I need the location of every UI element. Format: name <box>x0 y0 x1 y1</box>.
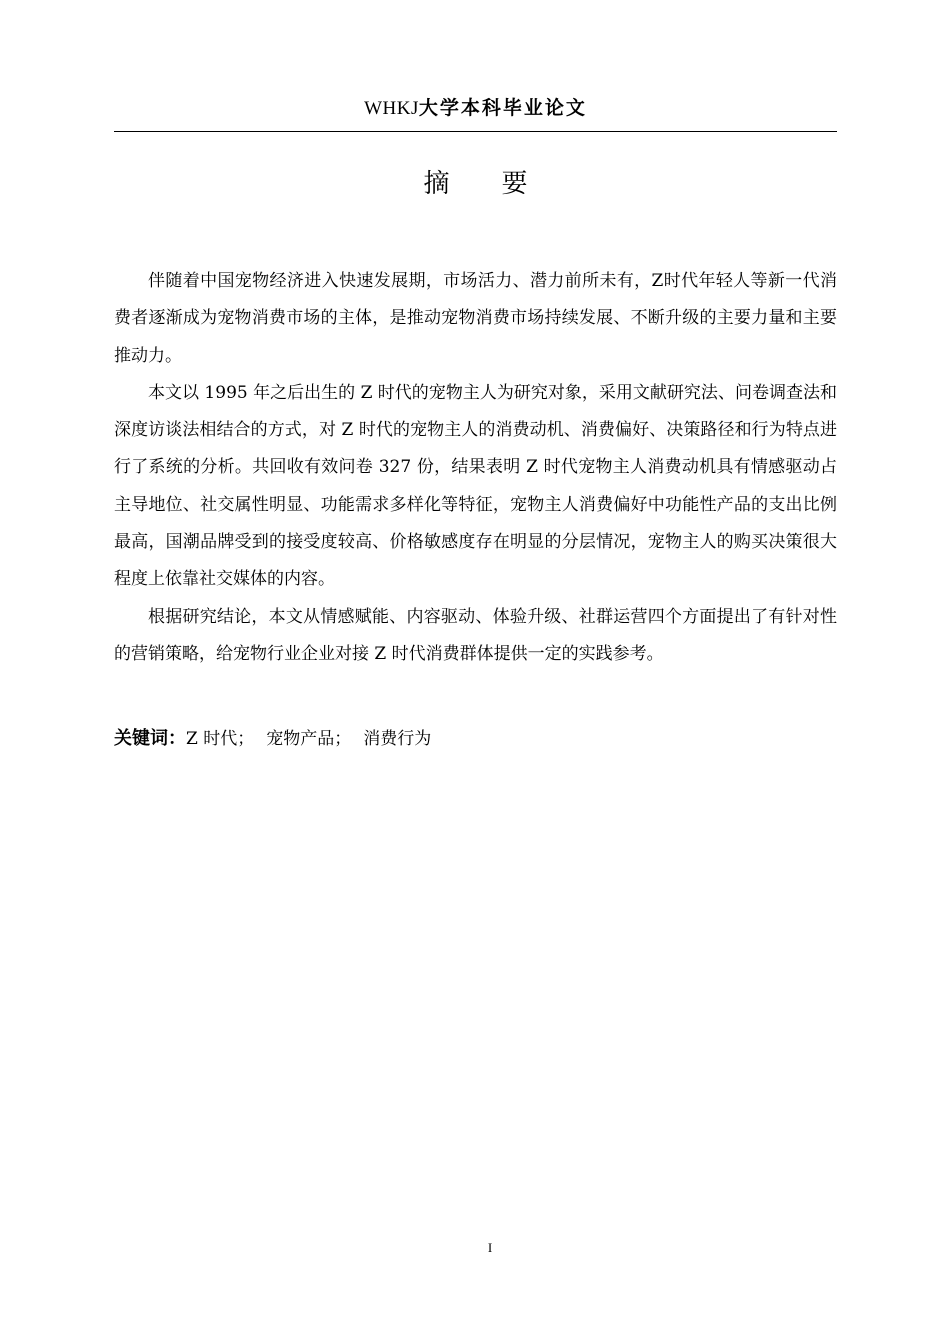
page-number: I <box>487 1240 493 1255</box>
page-header <box>114 92 837 124</box>
keyword-item: Z 时代； <box>186 729 255 749</box>
abstract-paragraph-3: 根据研究结论，本文从情感赋能、内容驱动、体验升级、社群运营四个方面提出了有针对性的营销策略，给宠物行业企业对接 Z 时代消费群体提供一定的实践参考。 <box>114 606 837 664</box>
abstract-paragraph-1: 伴随着中国宠物经济进入快速发展期，市场活力、潜力前所未有，Z时代年轻人等新一代消费者逐渐成为宠物消费市场的主体，是推动宠物消费市场持续发展、不断升级的主要力量和主要推动力。 <box>114 271 837 366</box>
header-school-name: WHKJ <box>364 98 419 119</box>
keyword-item: 宠物产品； <box>266 729 352 749</box>
abstract-title: 摘要 <box>423 169 580 199</box>
keywords-line <box>114 720 837 758</box>
keyword-item: 消费行为 <box>363 729 432 749</box>
keywords-label: 关键词： <box>114 728 186 749</box>
header-divider <box>114 131 837 132</box>
header-thesis-label: 大学本科毕业论文 <box>418 97 587 119</box>
abstract-paragraph-2: 本文以 1995 年之后出生的 Z 时代的宠物主人为研究对象，采用文献研究法、问卷调查法和深度访谈法相结合的方式，对 Z 时代的宠物主人的消费动机、消费偏好、决策路径和行为特点进行了系统的分析。共回收有效问卷 327 份，结果表明 Z 时代宠物主人消费动机具有情感驱动占主导地位、社交属性明显、功能需求多样化等特征，宠物主人消费偏好中功能性产品的支出比例最高，国潮品牌受到的接受度较高、价格敏感度存在明显的分层情况，宠物主人的购买决策很大程度上依靠社交媒体的内容。 <box>114 382 837 590</box>
abstract-body <box>114 263 837 673</box>
